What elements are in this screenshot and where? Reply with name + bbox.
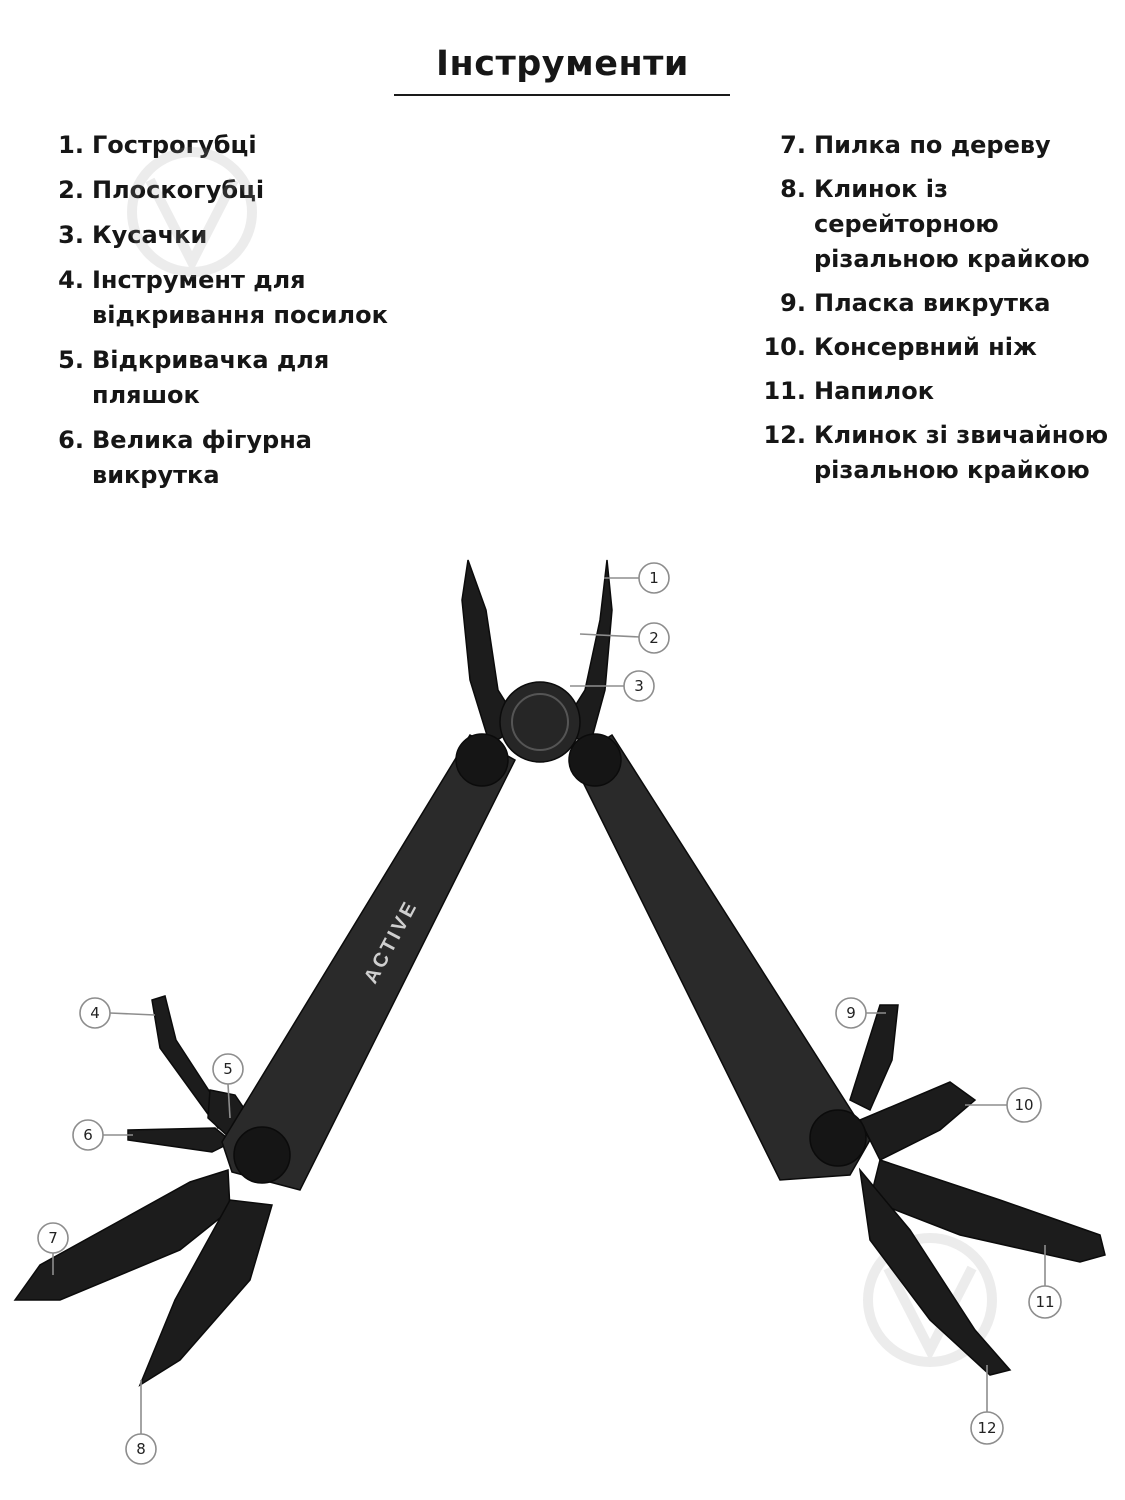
tool-number: 11.: [763, 377, 806, 405]
callout-label: 9: [846, 1004, 856, 1022]
tool-number: 3.: [58, 221, 84, 249]
callout-2: [639, 623, 669, 653]
tool-number: 2.: [58, 176, 84, 204]
callout-label: 10: [1014, 1096, 1034, 1114]
tool-number: 5.: [58, 346, 84, 374]
tool-number: 12.: [763, 421, 806, 449]
callout-label: 3: [634, 677, 644, 695]
callout-6: [73, 1120, 103, 1150]
tool-label: Кусачки: [92, 221, 208, 249]
tool-number: 8.: [780, 175, 806, 203]
callout-label: 4: [90, 1004, 100, 1022]
left-handle-screw-bottom: [234, 1127, 290, 1183]
tool-label: Відкривачка для пляшок: [92, 346, 330, 409]
tool-label: Клинок зі звичайною різальною крайкою: [814, 421, 1109, 484]
right-handle-screw-top: [569, 734, 621, 786]
tool-number: 10.: [763, 333, 806, 361]
callout-1: [639, 563, 669, 593]
callout-label: 5: [223, 1060, 233, 1078]
tool-number: 1.: [58, 131, 84, 159]
callout-7: [38, 1223, 68, 1253]
tool-label: Плоскогубці: [92, 176, 265, 204]
multitool-body: [15, 560, 1105, 1385]
tool-number: 6.: [58, 426, 84, 454]
callout-label: 1: [649, 569, 659, 587]
callout-label: 8: [136, 1440, 146, 1458]
callout-10: [1007, 1088, 1041, 1122]
tool-number: 9.: [780, 289, 806, 317]
tool-label: Велика фігурна викрутка: [92, 426, 312, 489]
callout-9: [836, 998, 866, 1028]
callout-label: 6: [83, 1126, 93, 1144]
right-handle-screw-bottom: [810, 1110, 866, 1166]
page-title: Інструменти: [436, 44, 689, 84]
tool-number: 4.: [58, 266, 84, 294]
handle-brand-text: ACTIVE: [359, 896, 423, 988]
callout-8: [126, 1434, 156, 1464]
callout-label: 2: [649, 629, 659, 647]
tool-label: Інструмент для відкривання посилок: [92, 266, 388, 329]
callout-4: [80, 998, 110, 1028]
callout-3: [624, 671, 654, 701]
tool-number: 7.: [780, 131, 806, 159]
tool-label: Пилка по дереву: [814, 131, 1051, 159]
callout-label: 11: [1035, 1293, 1055, 1311]
phillips-screwdriver-tool: [128, 1128, 232, 1152]
tool-label: Клинок із серейторною різальною крайкою: [814, 175, 1090, 273]
callout-5: [213, 1054, 243, 1084]
left-handle-screw-top: [456, 734, 508, 786]
callout-11: [1029, 1286, 1061, 1318]
tool-label: Гострогубці: [92, 131, 257, 159]
callout-label: 7: [48, 1229, 58, 1247]
tool-label: Консервний ніж: [814, 333, 1037, 361]
tool-label: Напилок: [814, 377, 935, 405]
callout-12: [971, 1412, 1003, 1444]
tool-label: Пласка викрутка: [814, 289, 1051, 317]
callout-label: 12: [977, 1419, 997, 1437]
